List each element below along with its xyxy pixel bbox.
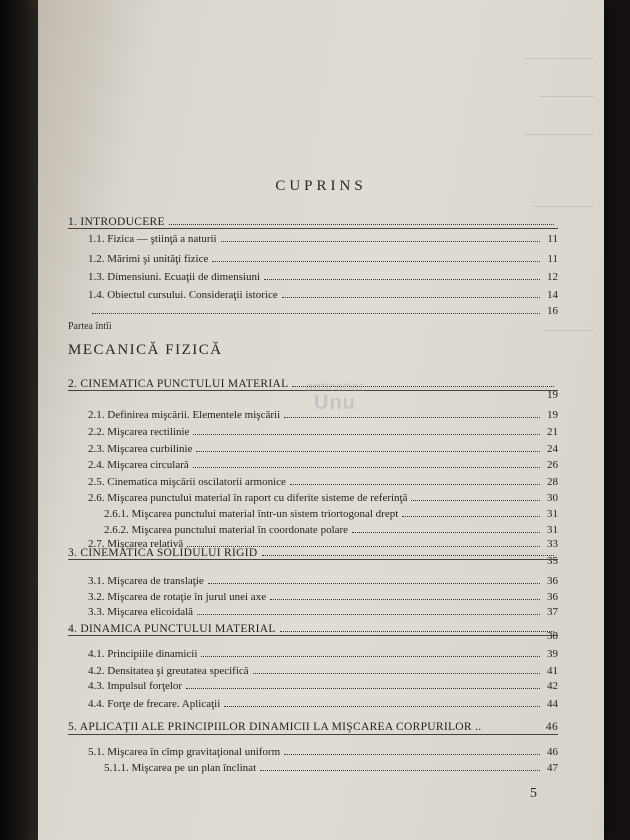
watermark-large: Unu (314, 392, 356, 414)
toc-entry-page: 41 (547, 665, 558, 677)
toc-entry-title: 2.6. Mişcarea punctului material în raport cu diferite sisteme de referinţă (88, 492, 408, 504)
toc-entry-page: 30 (547, 492, 558, 504)
toc-entry-page: 42 (547, 680, 558, 692)
part-title: MECANICĂ FIZICĂ (68, 342, 223, 358)
chapter-1-title: 1. INTRODUCERE (68, 216, 165, 228)
toc-entry-title: 4.3. Impulsul forţelor (88, 680, 183, 692)
toc-entry-page: 16 (547, 305, 558, 317)
toc-entry-page: 36 (547, 591, 558, 603)
book-spine-shadow (0, 0, 40, 840)
show-through-line (539, 96, 594, 97)
chapter-rule (68, 734, 558, 735)
page-number: 5 (530, 786, 537, 801)
toc-entry-title: 2.6.2. Mişcarea punctului material în coordonate polare (104, 524, 349, 536)
chapter-rule (68, 559, 558, 560)
toc-entry (68, 696, 558, 710)
toc-entry (68, 303, 558, 317)
toc-entry-title: 4.4. Forţe de frecare. Aplicaţii (88, 698, 221, 710)
toc-entry-page: 26 (547, 459, 558, 471)
toc-entry-page: 31 (547, 524, 558, 536)
toc-entry-title: 2.4. Mişcarea circulară (88, 459, 189, 471)
toc-entry-page: 24 (547, 443, 558, 455)
toc-entry-page: 47 (547, 762, 558, 774)
dot-leader (284, 754, 540, 755)
toc-entry-title: 3.1. Mişcarea de translaţie (88, 575, 204, 587)
toc-entry-title: 1.2. Mărimi şi unităţi fizice (88, 253, 209, 265)
toc-entry-page: 38 (547, 630, 558, 642)
toc-entry (68, 760, 558, 774)
toc-entry (68, 553, 558, 567)
toc-entry (68, 663, 558, 677)
toc-entry-title: 1.4. Obiectul cursului. Consideraţii istorice (88, 289, 278, 301)
toc-entry-title: 2.2. Mişcarea rectilinie (88, 426, 190, 438)
chapter-4-title: 4. DINAMICA PUNCTULUI MATERIAL (68, 623, 276, 635)
chapter-5-row (68, 719, 558, 733)
chapter-3-title: 3. CINEMATICA SOLIDULUI RIGID (68, 547, 258, 559)
chapter-2-title: 2. CINEMATICA PUNCTULUI MATERIAL (68, 378, 289, 390)
book-page (38, 0, 604, 840)
dot-leader (282, 297, 540, 298)
dot-leader (92, 313, 540, 314)
toc-entry-title: 4.2. Densitatea şi greutatea specifică (88, 665, 249, 677)
toc-entry (68, 424, 558, 438)
toc-entry (68, 287, 558, 301)
dot-leader (193, 434, 540, 435)
toc-heading: CUPRINS (275, 178, 367, 194)
toc-entry (68, 589, 558, 603)
dot-leader (352, 532, 540, 533)
toc-entry (68, 407, 558, 421)
dot-leader (197, 614, 540, 615)
toc-entry (68, 506, 558, 520)
toc-entry (68, 251, 558, 265)
show-through-line (544, 330, 594, 331)
toc-entry-title: 3.3. Mişcarea elicoidală (88, 606, 194, 618)
dot-leader (208, 583, 540, 584)
toc-entry (68, 744, 558, 758)
dot-leader (411, 500, 540, 501)
dot-leader (264, 279, 540, 280)
toc-entry (68, 231, 558, 245)
toc-entry (68, 604, 558, 618)
dot-leader (260, 770, 540, 771)
toc-entry-page: 19 (547, 409, 558, 421)
watermark-small: anticariat (306, 379, 364, 394)
dot-leader (186, 688, 540, 689)
toc-entry (68, 646, 558, 660)
toc-entry-title: 2.3. Mişcarea curbilinie (88, 443, 193, 455)
show-through-line (534, 206, 594, 207)
dot-leader (224, 706, 540, 707)
dot-leader (169, 224, 554, 225)
toc-entry (68, 269, 558, 283)
part-label: Partea întîi (68, 321, 112, 332)
toc-entry (68, 490, 558, 504)
toc-entry-title: 3.2. Mişcarea de rotaţie în jurul unei axe (88, 591, 267, 603)
toc-entry-page: 31 (547, 508, 558, 520)
toc-entry-page: 21 (547, 426, 558, 438)
dot-leader (284, 417, 540, 418)
toc-entry-title: 2.7. Mişcarea relativă (88, 538, 184, 550)
toc-entry (68, 522, 558, 536)
chapter-5-title: 5. APLICAŢII ALE PRINCIPIILOR DINAMICII LA MIŞCAREA CORPURILOR .. (68, 721, 482, 733)
dot-leader (193, 467, 540, 468)
toc-entry-page: 11 (547, 233, 558, 245)
dot-leader (201, 656, 540, 657)
toc-entry-title: 2.5. Cinematica mişcării oscilatorii armonice (88, 476, 286, 488)
chapter-rule (68, 228, 558, 229)
toc-entry-page: 37 (547, 606, 558, 618)
toc-entry (68, 573, 558, 587)
show-through-line (524, 58, 594, 59)
toc-entry-title: 5.1.1. Mişcarea pe un plan înclinat (104, 762, 257, 774)
toc-entry (68, 474, 558, 488)
toc-entry-page: 35 (547, 555, 558, 567)
dot-leader (196, 451, 540, 452)
toc-entry-title: 5.1. Mişcarea în cîmp gravitaţional uniform (88, 746, 281, 758)
toc-entry-title: 1.1. Fizica — ştiinţă a naturii (88, 233, 217, 245)
toc-entry-page: 19 (547, 389, 558, 401)
chapter-5-page: 46 (545, 721, 558, 733)
toc-entry-title: 2.1. Definirea mişcării. Elementele mişcării (88, 409, 281, 421)
toc-entry-page: 12 (547, 271, 558, 283)
toc-entry-page: 36 (547, 575, 558, 587)
toc-entry-title: 1.3. Dimensiuni. Ecuaţii de dimensiuni (88, 271, 261, 283)
dot-leader (221, 241, 540, 242)
toc-entry (68, 457, 558, 471)
dot-leader (270, 599, 540, 600)
toc-entry (68, 441, 558, 455)
show-through-line (524, 134, 594, 135)
toc-entry-page: 44 (547, 698, 558, 710)
dot-leader (212, 261, 540, 262)
toc-entry-page: 46 (547, 746, 558, 758)
toc-entry-page: 14 (547, 289, 558, 301)
dot-leader (253, 673, 540, 674)
chapter-1-row (68, 214, 558, 228)
toc-entry-title: 4.1. Principiile dinamicii (88, 648, 198, 660)
dot-leader (290, 484, 540, 485)
toc-entry-page: 33 (547, 538, 558, 550)
chapter-rule (68, 635, 558, 636)
toc-entry (68, 678, 558, 692)
toc-entry-page: 39 (547, 648, 558, 660)
dot-leader (402, 516, 540, 517)
toc-entry-page: 28 (547, 476, 558, 488)
toc-entry-title: 2.6.1. Mişcarea punctului material într-un sistem triortogonal drept (104, 508, 399, 520)
toc-entry-page: 11 (547, 253, 558, 265)
